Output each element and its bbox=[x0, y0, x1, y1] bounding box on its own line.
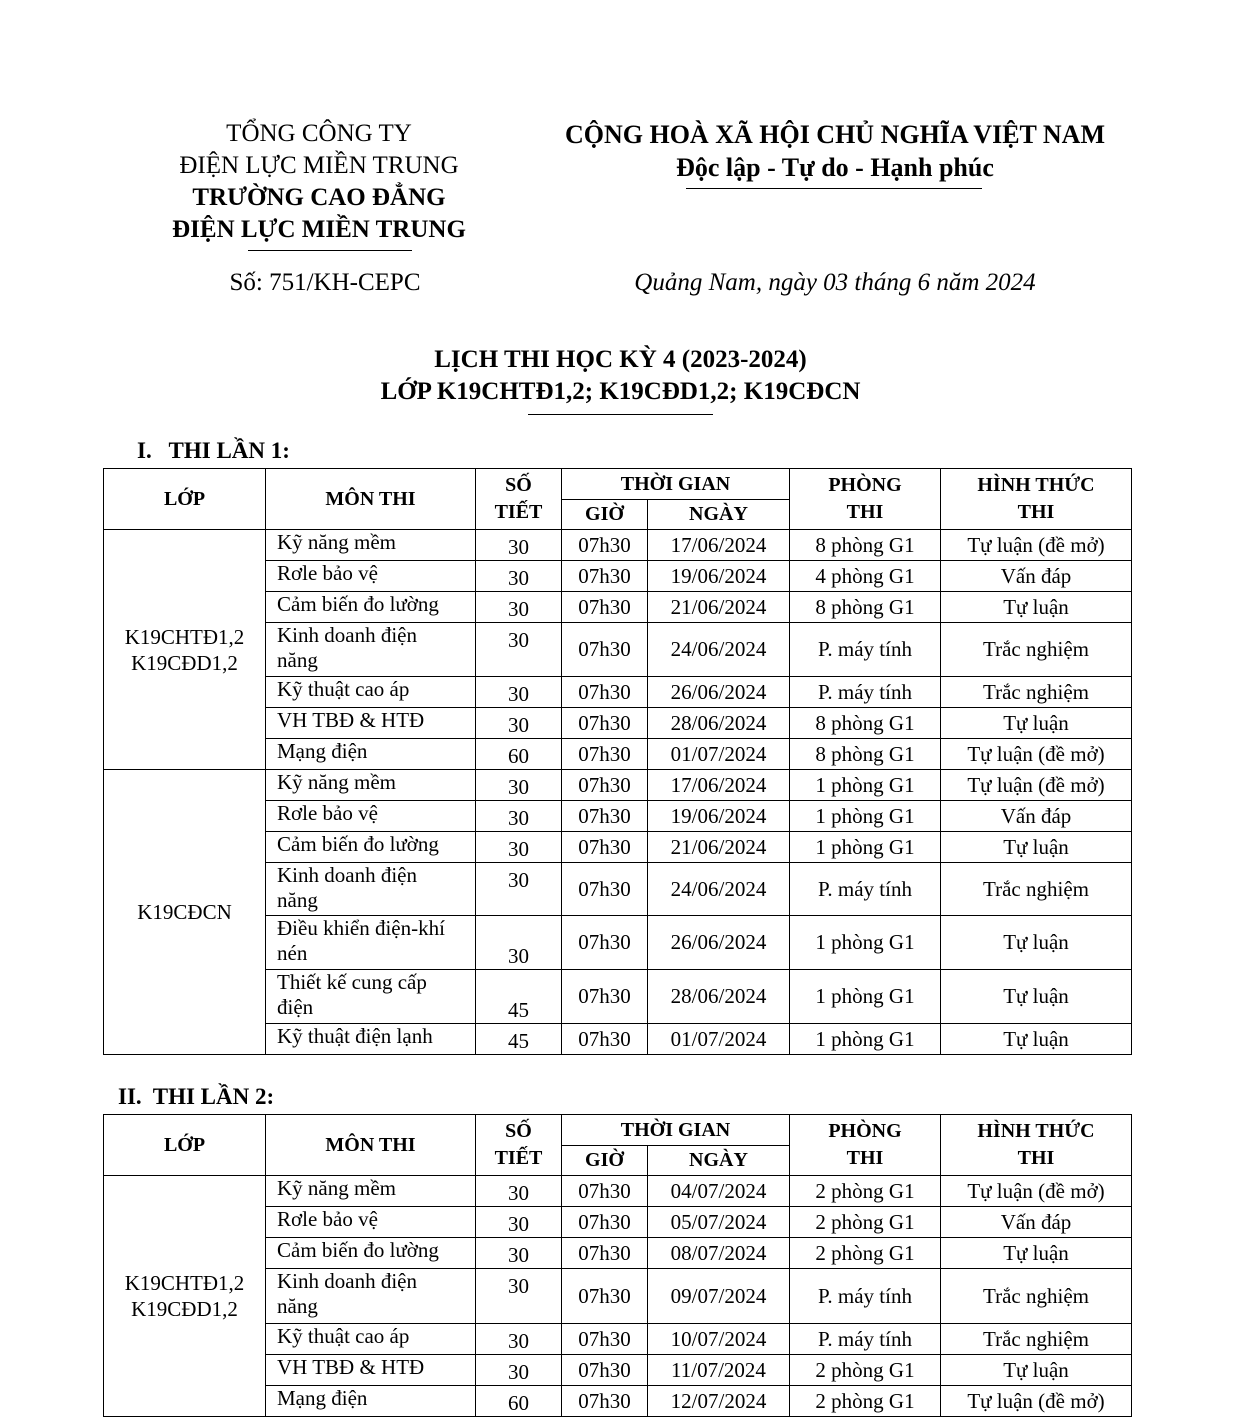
date-cell: 28/06/2024 bbox=[648, 970, 790, 1024]
room-cell: P. máy tính bbox=[790, 1324, 941, 1355]
date-cell: 28/06/2024 bbox=[648, 708, 790, 739]
header-room-1: PHÒNG bbox=[828, 474, 902, 496]
periods-cell: 30 bbox=[476, 530, 562, 561]
table-header-row bbox=[104, 1115, 1132, 1146]
date-cell: 26/06/2024 bbox=[648, 916, 790, 970]
national-header bbox=[530, 118, 1140, 184]
title-line-2: LỚP K19CHTĐ1,2; K19CĐD1,2; K19CĐCN bbox=[380, 378, 861, 405]
hour-cell: 07h30 bbox=[562, 708, 648, 739]
subject-cell: Mạng điện bbox=[266, 1386, 476, 1417]
subject-cell: Kinh doanh điện năng bbox=[266, 863, 476, 916]
place-date: Quảng Nam, ngày 03 tháng 6 năm 2024 bbox=[634, 269, 1036, 296]
section-title-1: I. THI LẦN 1: bbox=[137, 438, 290, 463]
header-room-2: THI bbox=[846, 501, 884, 523]
hour-cell: 07h30 bbox=[562, 592, 648, 623]
hour-cell: 07h30 bbox=[562, 863, 648, 916]
exam-table-2 bbox=[103, 1114, 1132, 1417]
form-cell: Trắc nghiệm bbox=[941, 1269, 1132, 1324]
hour-cell: 07h30 bbox=[562, 1176, 648, 1207]
header-room-2: THI bbox=[846, 1147, 884, 1169]
header-time: THỜI GIAN bbox=[562, 469, 790, 500]
date-cell: 26/06/2024 bbox=[648, 677, 790, 708]
class-name: K19CHTĐ1,2 bbox=[124, 1271, 245, 1295]
hour-cell: 07h30 bbox=[562, 1207, 648, 1238]
header-periods bbox=[476, 469, 562, 530]
table-header-row bbox=[104, 469, 1132, 500]
header-form-2: THI bbox=[1017, 501, 1055, 523]
subject-cell: Cảm biến đo lường bbox=[266, 1238, 476, 1269]
date-cell: 12/07/2024 bbox=[648, 1386, 790, 1417]
periods-cell: 30 bbox=[476, 561, 562, 592]
hour-cell: 07h30 bbox=[562, 801, 648, 832]
date-cell: 01/07/2024 bbox=[648, 1024, 790, 1055]
periods-cell: 30 bbox=[476, 770, 562, 801]
subject-cell: VH TBĐ & HTĐ bbox=[266, 708, 476, 739]
subject-cell: Mạng điện bbox=[266, 739, 476, 770]
form-cell: Tự luận (đề mở) bbox=[941, 1176, 1132, 1207]
room-cell: 1 phòng G1 bbox=[790, 1024, 941, 1055]
date-cell: 19/06/2024 bbox=[648, 561, 790, 592]
form-cell: Tự luận (đề mở) bbox=[941, 530, 1132, 561]
room-cell: 8 phòng G1 bbox=[790, 592, 941, 623]
room-cell: 8 phòng G1 bbox=[790, 530, 941, 561]
date-cell: 24/06/2024 bbox=[648, 863, 790, 916]
org-line-1: TỔNG CÔNG TY bbox=[226, 120, 412, 147]
subject-cell: Rơle bảo vệ bbox=[266, 1207, 476, 1238]
periods-cell: 60 bbox=[476, 739, 562, 770]
document-title bbox=[0, 344, 1241, 408]
header-form-1: HÌNH THỨC bbox=[977, 1120, 1095, 1142]
hour-cell: 07h30 bbox=[562, 561, 648, 592]
room-cell: 1 phòng G1 bbox=[790, 970, 941, 1024]
date-cell: 21/06/2024 bbox=[648, 592, 790, 623]
periods-cell: 30 bbox=[476, 623, 562, 677]
date-cell: 09/07/2024 bbox=[648, 1269, 790, 1324]
room-cell: P. máy tính bbox=[790, 863, 941, 916]
hour-cell: 07h30 bbox=[562, 832, 648, 863]
form-cell: Tự luận bbox=[941, 1024, 1132, 1055]
header-hour: GIỜ bbox=[562, 500, 648, 530]
periods-cell: 45 bbox=[476, 970, 562, 1024]
room-cell: P. máy tính bbox=[790, 1269, 941, 1324]
header-form-2: THI bbox=[1017, 1147, 1055, 1169]
periods-cell: 30 bbox=[476, 1324, 562, 1355]
form-cell: Tự luận bbox=[941, 832, 1132, 863]
form-cell: Tự luận (đề mở) bbox=[941, 739, 1132, 770]
header-form-1: HÌNH THỨC bbox=[977, 474, 1095, 496]
subject-cell: Kinh doanh điện năng bbox=[266, 623, 476, 677]
hour-cell: 07h30 bbox=[562, 1324, 648, 1355]
header-form bbox=[941, 469, 1132, 530]
subject-cell: Kỹ thuật cao áp bbox=[266, 1324, 476, 1355]
form-cell: Tự luận bbox=[941, 1238, 1132, 1269]
header-periods-1: SỐ bbox=[505, 474, 532, 496]
table-row bbox=[104, 770, 1132, 801]
room-cell: 1 phòng G1 bbox=[790, 916, 941, 970]
hour-cell: 07h30 bbox=[562, 1024, 648, 1055]
form-cell: Vấn đáp bbox=[941, 1207, 1132, 1238]
subject-cell: Kỹ năng mềm bbox=[266, 770, 476, 801]
header-room bbox=[790, 469, 941, 530]
form-cell: Tự luận (đề mở) bbox=[941, 770, 1132, 801]
form-cell: Tự luận bbox=[941, 592, 1132, 623]
header-subject: MÔN THI bbox=[266, 1115, 476, 1176]
section-title-2: II. THI LẦN 2: bbox=[118, 1084, 275, 1109]
header-periods-1: SỐ bbox=[505, 1120, 532, 1142]
date-cell: 10/07/2024 bbox=[648, 1324, 790, 1355]
form-cell: Trắc nghiệm bbox=[941, 863, 1132, 916]
form-cell: Tự luận bbox=[941, 1355, 1132, 1386]
room-cell: 8 phòng G1 bbox=[790, 708, 941, 739]
issuer-block bbox=[120, 118, 518, 246]
header-hour: GIỜ bbox=[562, 1146, 648, 1176]
periods-cell: 30 bbox=[476, 916, 562, 970]
org-line-2: ĐIỆN LỰC MIỀN TRUNG bbox=[179, 152, 459, 179]
form-cell: Tự luận bbox=[941, 916, 1132, 970]
subject-cell: Rơle bảo vệ bbox=[266, 801, 476, 832]
form-cell: Vấn đáp bbox=[941, 801, 1132, 832]
hour-cell: 07h30 bbox=[562, 1269, 648, 1324]
header-periods-2: TIẾT bbox=[494, 501, 543, 523]
class-cell bbox=[104, 770, 266, 1055]
form-cell: Vấn đáp bbox=[941, 561, 1132, 592]
subject-cell: Cảm biến đo lường bbox=[266, 832, 476, 863]
form-cell: Tự luận bbox=[941, 970, 1132, 1024]
motto-underline bbox=[686, 188, 982, 189]
header-date: NGÀY bbox=[648, 500, 790, 530]
room-cell: 2 phòng G1 bbox=[790, 1207, 941, 1238]
form-cell: Trắc nghiệm bbox=[941, 623, 1132, 677]
periods-cell: 30 bbox=[476, 1238, 562, 1269]
hour-cell: 07h30 bbox=[562, 1238, 648, 1269]
hour-cell: 07h30 bbox=[562, 677, 648, 708]
school-line-1: TRƯỜNG CAO ĐẲNG bbox=[192, 184, 446, 211]
date-cell: 08/07/2024 bbox=[648, 1238, 790, 1269]
room-cell: P. máy tính bbox=[790, 623, 941, 677]
class-name: K19CĐD1,2 bbox=[131, 650, 238, 675]
header-room-1: PHÒNG bbox=[828, 1120, 902, 1142]
subject-cell: Cảm biến đo lường bbox=[266, 592, 476, 623]
class-name: K19CĐD1,2 bbox=[131, 1297, 238, 1321]
header-class: LỚP bbox=[104, 1115, 266, 1176]
header-class: LỚP bbox=[104, 469, 266, 530]
school-line-2: ĐIỆN LỰC MIỀN TRUNG bbox=[172, 216, 466, 243]
room-cell: 2 phòng G1 bbox=[790, 1386, 941, 1417]
room-cell: 1 phòng G1 bbox=[790, 801, 941, 832]
room-cell: 4 phòng G1 bbox=[790, 561, 941, 592]
date-cell: 11/07/2024 bbox=[648, 1355, 790, 1386]
periods-cell: 30 bbox=[476, 832, 562, 863]
header-form bbox=[941, 1115, 1132, 1176]
header-subject: MÔN THI bbox=[266, 469, 476, 530]
room-cell: 2 phòng G1 bbox=[790, 1176, 941, 1207]
room-cell: P. máy tính bbox=[790, 677, 941, 708]
date-cell: 05/07/2024 bbox=[648, 1207, 790, 1238]
hour-cell: 07h30 bbox=[562, 916, 648, 970]
periods-cell: 45 bbox=[476, 1024, 562, 1055]
form-cell: Trắc nghiệm bbox=[941, 677, 1132, 708]
date-cell: 17/06/2024 bbox=[648, 770, 790, 801]
date-cell: 04/07/2024 bbox=[648, 1176, 790, 1207]
title-line-1: LỊCH THI HỌC KỲ 4 (2023-2024) bbox=[434, 346, 807, 373]
class-cell bbox=[104, 530, 266, 770]
table-row bbox=[104, 1176, 1132, 1207]
exam-table-1 bbox=[103, 468, 1132, 1055]
subject-cell: Kỹ thuật cao áp bbox=[266, 677, 476, 708]
hour-cell: 07h30 bbox=[562, 623, 648, 677]
room-cell: 1 phòng G1 bbox=[790, 770, 941, 801]
periods-cell: 30 bbox=[476, 592, 562, 623]
room-cell: 2 phòng G1 bbox=[790, 1238, 941, 1269]
subject-cell: Kinh doanh điện năng bbox=[266, 1269, 476, 1324]
hour-cell: 07h30 bbox=[562, 770, 648, 801]
title-underline bbox=[528, 414, 713, 415]
periods-cell: 30 bbox=[476, 1207, 562, 1238]
form-cell: Tự luận bbox=[941, 708, 1132, 739]
header-periods-2: TIẾT bbox=[494, 1147, 543, 1169]
periods-cell: 30 bbox=[476, 1269, 562, 1324]
header-periods bbox=[476, 1115, 562, 1176]
hour-cell: 07h30 bbox=[562, 739, 648, 770]
hour-cell: 07h30 bbox=[562, 530, 648, 561]
class-cell bbox=[104, 1176, 266, 1417]
room-cell: 8 phòng G1 bbox=[790, 739, 941, 770]
header-room bbox=[790, 1115, 941, 1176]
date-cell: 19/06/2024 bbox=[648, 801, 790, 832]
form-cell: Tự luận (đề mở) bbox=[941, 1386, 1132, 1417]
date-cell: 21/06/2024 bbox=[648, 832, 790, 863]
header-date: NGÀY bbox=[648, 1146, 790, 1176]
periods-cell: 30 bbox=[476, 863, 562, 916]
subject-cell: Kỹ năng mềm bbox=[266, 530, 476, 561]
room-cell: 1 phòng G1 bbox=[790, 832, 941, 863]
date-cell: 24/06/2024 bbox=[648, 623, 790, 677]
country-name: CỘNG HOÀ XÃ HỘI CHỦ NGHĨA VIỆT NAM bbox=[564, 120, 1106, 149]
subject-cell: VH TBĐ & HTĐ bbox=[266, 1355, 476, 1386]
subject-cell: Thiết kế cung cấp điện bbox=[266, 970, 476, 1024]
periods-cell: 30 bbox=[476, 1355, 562, 1386]
table-row bbox=[104, 530, 1132, 561]
issuer-underline bbox=[248, 250, 412, 251]
hour-cell: 07h30 bbox=[562, 1386, 648, 1417]
national-motto: Độc lập - Tự do - Hạnh phúc bbox=[676, 153, 994, 182]
subject-cell: Rơle bảo vệ bbox=[266, 561, 476, 592]
periods-cell: 30 bbox=[476, 708, 562, 739]
document-number: Số: 751/KH-CEPC bbox=[229, 269, 421, 296]
form-cell: Trắc nghiệm bbox=[941, 1324, 1132, 1355]
subject-cell: Kỹ thuật điện lạnh bbox=[266, 1024, 476, 1055]
room-cell: 2 phòng G1 bbox=[790, 1355, 941, 1386]
hour-cell: 07h30 bbox=[562, 1355, 648, 1386]
subject-cell: Kỹ năng mềm bbox=[266, 1176, 476, 1207]
date-cell: 17/06/2024 bbox=[648, 530, 790, 561]
periods-cell: 30 bbox=[476, 801, 562, 832]
hour-cell: 07h30 bbox=[562, 970, 648, 1024]
periods-cell: 30 bbox=[476, 1176, 562, 1207]
subject-cell: Điều khiển điện-khí nén bbox=[266, 916, 476, 970]
periods-cell: 60 bbox=[476, 1386, 562, 1417]
periods-cell: 30 bbox=[476, 677, 562, 708]
date-cell: 01/07/2024 bbox=[648, 739, 790, 770]
header-time: THỜI GIAN bbox=[562, 1115, 790, 1146]
class-name: K19CHTĐ1,2 bbox=[124, 624, 245, 649]
class-name: K19CĐCN bbox=[137, 900, 232, 924]
